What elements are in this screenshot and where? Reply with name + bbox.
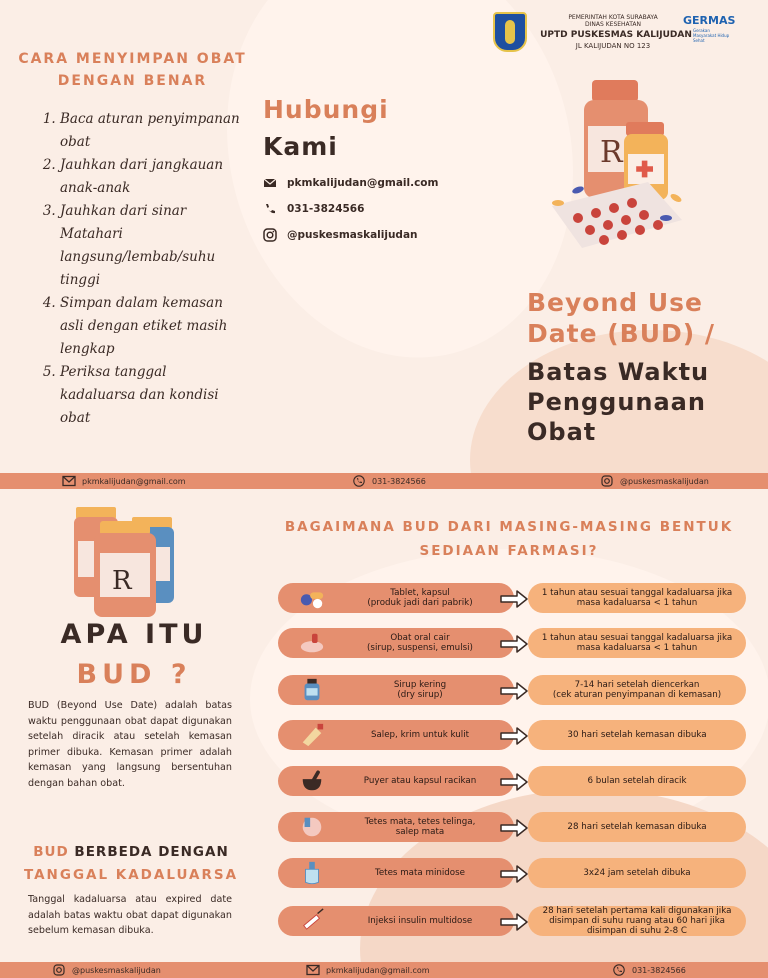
contact-phone[interactable]	[263, 202, 364, 216]
forms-row	[278, 675, 746, 707]
pills-icon	[298, 585, 326, 611]
oral-liquid-icon	[298, 630, 326, 656]
dosage-form-label: Tetes mata, tetes telinga, salep mata	[364, 817, 476, 837]
forms-row	[278, 766, 746, 798]
bud-value-pill: 6 bulan setelah diracik	[528, 766, 746, 796]
dosage-form-pill	[278, 720, 514, 750]
mail-icon	[62, 475, 76, 487]
bottom-panel	[0, 489, 768, 962]
about-text: BUD (Beyond Use Date) adalah batas waktu penggunaan obat dapat digunakan setelah diracik atau setelah kemasan primer dibuka. Kemasan primer adalah kemasan yang langsung bersentuhan dengan bahan obat.	[28, 700, 232, 789]
arrow-icon	[499, 772, 529, 792]
bud-value-pill: 28 hari setelah pertama kali digunakan jika disimpan di suhu ruang atau 60 hari jika disimpan di suhu 2-8 C	[528, 906, 746, 936]
syringe-icon	[298, 908, 326, 934]
svg-text:R: R	[112, 566, 132, 596]
syrup-bottle-icon	[298, 677, 326, 703]
mail-icon	[306, 964, 320, 976]
dosage-form-pill	[278, 628, 514, 658]
storage-steps	[40, 108, 240, 430]
arrow-icon	[499, 634, 529, 654]
instagram-icon	[52, 964, 66, 976]
dosage-form-pill	[278, 858, 514, 888]
difference-text: Tanggal kadaluarsa atau expired date adalah batas waktu obat dapat digunakan sebelum kemasan dibuka.	[28, 894, 232, 936]
footer-instagram[interactable]: @puskesmaskalijudan	[600, 475, 709, 487]
storage-step: 1. Baca aturan penyimpanan obat	[60, 108, 240, 154]
bud-value-pill: 7-14 hari setelah diencerkan (cek aturan penyimpanan di kemasan)	[528, 675, 746, 705]
arrow-icon	[499, 818, 529, 838]
phone-icon	[352, 475, 366, 487]
footer-email[interactable]: pkmkalijudan@gmail.com	[306, 964, 430, 976]
city-seal-icon	[493, 12, 527, 52]
dosage-form-label: Obat oral cair (sirup, suspensi, emulsi)	[367, 633, 473, 653]
footer-instagram[interactable]: @puskesmaskalijudan	[52, 964, 161, 976]
storage-step: 2. Jauhkan dari jangkauan anak-anak	[60, 154, 240, 200]
contact-title-line2: Kami	[263, 132, 338, 161]
forms-row	[278, 812, 746, 844]
puskesmas-address: JL KALIJUDAN NO 123	[575, 42, 651, 50]
dosage-form-label: Tablet, kapsul (produk jadi dari pabrik)	[367, 588, 473, 608]
cover-subtitle: Batas Waktu Penggunaan Obat	[527, 358, 710, 446]
storage-step: 3. Jauhkan dari sinar Matahari langsung/lembab/suhu tinggi	[60, 200, 240, 292]
instagram-icon	[600, 475, 614, 487]
footer-phone[interactable]: 031-3824566	[612, 964, 686, 976]
bud-value-pill: 28 hari setelah kemasan dibuka	[528, 812, 746, 842]
difference-title: BUD BERBEDA DENGAN	[33, 844, 229, 860]
phone-icon	[612, 964, 626, 976]
dosage-form-pill	[278, 812, 514, 842]
dropper-bottle-icon	[298, 860, 326, 886]
forms-row	[278, 720, 746, 752]
storage-title: CARA MENYIMPAN OBAT DENGAN BENAR	[18, 51, 247, 89]
forms-row	[278, 858, 746, 890]
phone-icon	[263, 202, 277, 216]
footer-email[interactable]: pkmkalijudan@gmail.com	[62, 475, 186, 487]
contact-instagram[interactable]	[263, 228, 418, 242]
instagram-icon	[263, 228, 277, 242]
puskesmas-name: UPTD PUSKESMAS KALIJUDAN	[540, 30, 692, 40]
arrow-icon	[499, 681, 529, 701]
arrow-icon	[499, 912, 529, 932]
about-title: APA ITU	[60, 619, 208, 650]
arrow-icon	[499, 864, 529, 884]
bud-value-pill: 3x24 jam setelah dibuka	[528, 858, 746, 888]
forms-row	[278, 906, 746, 938]
bud-value-pill: 1 tahun atau sesuai tanggal kadaluarsa jika masa kadaluarsa < 1 tahun	[528, 583, 746, 613]
germas-tagline: Gerakan Masyarakat Hidup Sehat	[693, 28, 730, 43]
arrow-icon	[499, 726, 529, 746]
footer-bar-bottom	[0, 962, 768, 978]
dosage-form-pill	[278, 906, 514, 936]
contact-title: Hubungi	[263, 95, 389, 124]
contact-email-text: pkmkalijudan@gmail.com	[287, 177, 439, 189]
bud-value-pill: 30 hari setelah kemasan dibuka	[528, 720, 746, 750]
dosage-form-pill	[278, 583, 514, 613]
footer-phone[interactable]: 031-3824566	[352, 475, 426, 487]
dosage-form-pill	[278, 675, 514, 705]
dosage-form-label: Tetes mata minidose	[375, 868, 465, 878]
contact-instagram-text: @puskesmaskalijudan	[287, 229, 418, 241]
arrow-icon	[499, 589, 529, 609]
gov-text: PEMERINTAH KOTA SURABAYA DINAS KESEHATAN	[568, 14, 658, 28]
dosage-form-label: Injeksi insulin multidose	[367, 916, 473, 926]
ointment-tube-icon	[298, 722, 326, 748]
top-panel	[0, 0, 768, 473]
forms-title: BAGAIMANA BUD DARI MASING-MASING BENTUK SEDIAAN FARMASI?	[284, 519, 734, 559]
contact-phone-text: 031-3824566	[287, 203, 365, 215]
storage-step: 4. Simpan dalam kemasan asli dengan etiket masih lengkap	[60, 292, 240, 361]
forms-row	[278, 583, 746, 615]
dosage-form-label: Puyer atau kapsul racikan	[363, 776, 477, 786]
bud-value-pill: 1 tahun atau sesuai tanggal kadaluarsa jika masa kadaluarsa < 1 tahun	[528, 628, 746, 658]
cover-title: Beyond Use Date (BUD) /	[527, 288, 716, 348]
difference-title-line2: TANGGAL KADALUARSA	[23, 867, 239, 883]
svg-text:R: R	[600, 135, 623, 170]
mortar-icon	[298, 768, 326, 794]
storage-step: 5. Periksa tanggal kadaluarsa dan kondisi obat	[60, 361, 240, 430]
forms-row	[278, 628, 746, 660]
dosage-form-label: Salep, krim untuk kulit	[370, 730, 470, 740]
dosage-form-label: Sirup kering (dry sirup)	[393, 680, 447, 700]
mail-icon	[263, 176, 277, 190]
prescription-bottles-illustration	[70, 503, 180, 621]
medicine-illustration	[548, 78, 698, 253]
contact-email[interactable]	[263, 176, 438, 190]
eye-drops-icon	[298, 814, 326, 840]
dosage-form-pill	[278, 766, 514, 796]
germas-logo: GERMAS	[683, 14, 736, 27]
header-logos	[493, 10, 768, 55]
footer-bar-top	[0, 473, 768, 489]
about-title-bud: BUD ?	[76, 659, 192, 690]
